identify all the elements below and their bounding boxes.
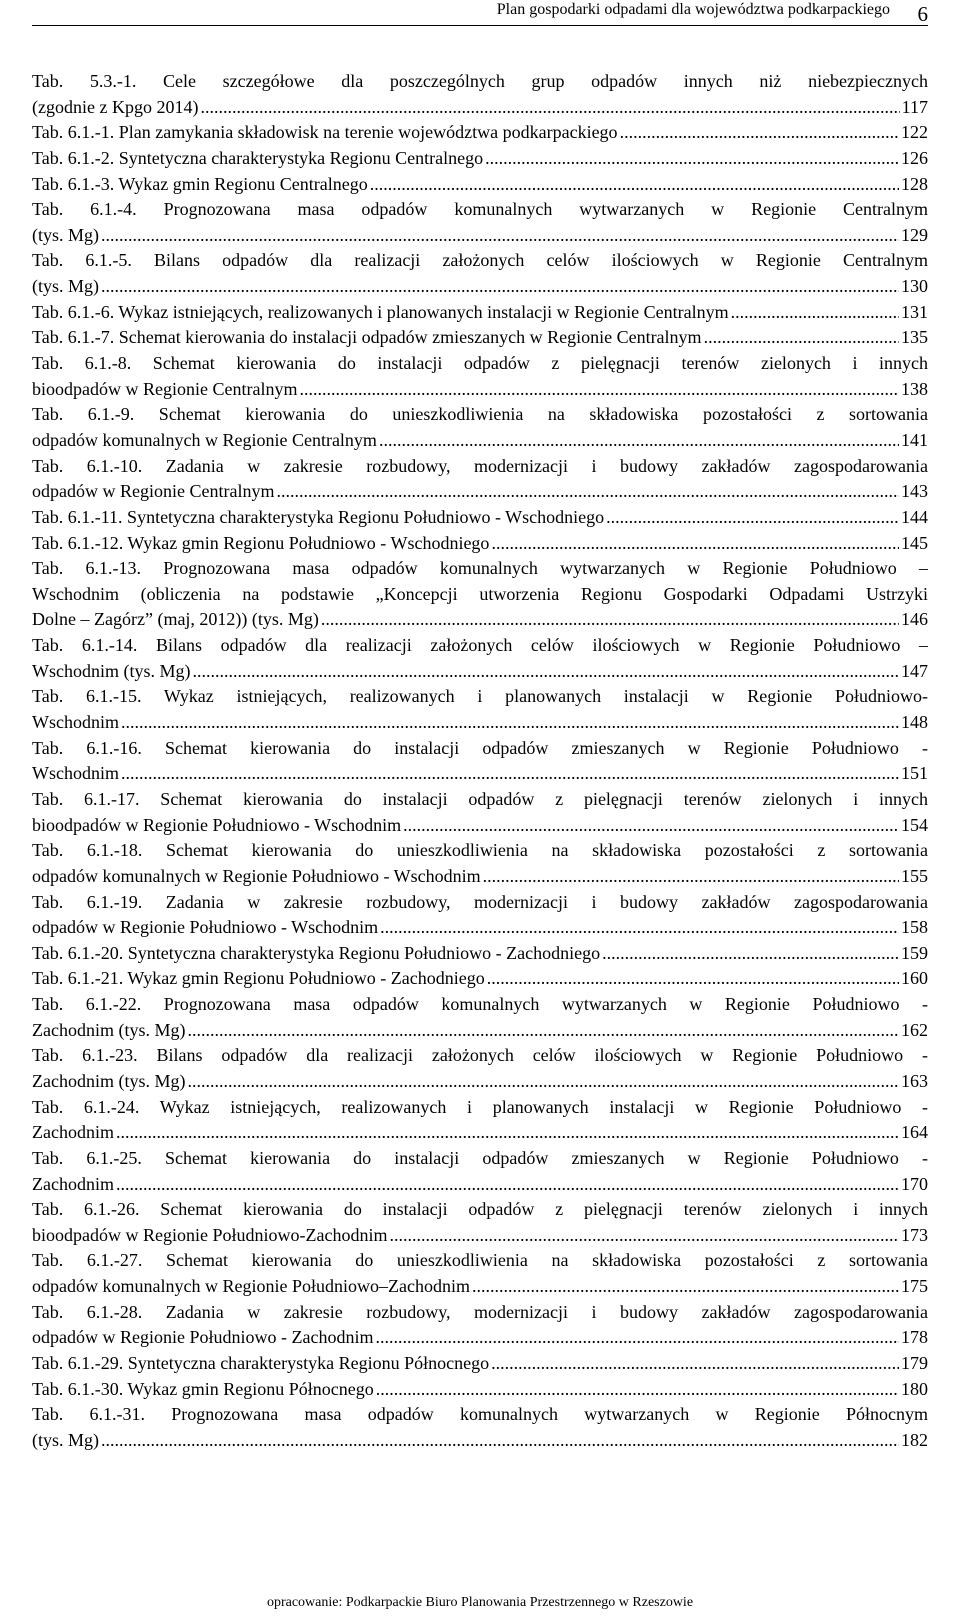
toc-entry-line: Wschodnim (obliczenia na podstawie „Koncepcji utworzenia Regionu Gospodarki Odpadami Ustrzyki — [32, 583, 928, 604]
toc-entry-page: 148 — [901, 712, 928, 733]
toc-entry-page: 126 — [901, 147, 928, 168]
toc-entry-page: 162 — [901, 1019, 928, 1040]
toc-entry-last-line — [32, 505, 928, 531]
toc-entry-last-line — [32, 223, 928, 249]
toc-entry[interactable] — [32, 146, 928, 172]
toc-entry-text: odpadów komunalnych w Regionie Południowo - Wschodnim — [32, 865, 481, 886]
dot-leader — [487, 966, 899, 992]
toc-entry-page: 129 — [901, 224, 928, 245]
toc-entry-last-line — [32, 864, 928, 890]
toc-entry-text: Tab. 6.1.-29. Syntetyczna charakterystyka Regionu Północnego — [32, 1353, 490, 1374]
toc-entry-text: Zachodnim — [32, 1122, 114, 1143]
toc-entry[interactable] — [32, 556, 928, 633]
toc-entry-page: 144 — [901, 506, 928, 527]
toc-entry-last-line — [32, 1172, 928, 1198]
toc-entry-page: 147 — [901, 660, 928, 681]
footer-credit: opracowanie: Podkarpackie Biuro Planowania Przestrzennego w Rzeszowie — [266, 1595, 694, 1610]
toc-entry-line: Tab. 6.1.-31. Prognozowana masa odpadów komunalnych wytwarzanych w Regionie Północnym — [32, 1404, 928, 1425]
page-number: 6 — [917, 2, 928, 26]
toc-entry-line: Tab. 6.1.-14. Bilans odpadów dla realizacji założonych celów ilościowych w Regionie Południowo – — [32, 635, 928, 656]
toc-entry-text: Zachodnim (tys. Mg) — [32, 1019, 186, 1040]
toc-entry-page: 117 — [901, 96, 928, 117]
toc-entry-last-line — [32, 479, 928, 505]
dot-leader — [187, 1069, 899, 1095]
dot-leader — [200, 95, 899, 121]
toc-entry-text: odpadów komunalnych w Regionie Centralnym — [32, 429, 377, 450]
dot-leader — [602, 941, 899, 967]
toc-entry-line: Tab. 6.1.-10. Zadania w zakresie rozbudowy, modernizacji i budowy zakładów zagospodarowania — [32, 455, 928, 476]
toc-entry-text: Tab. 6.1.-3. Wykaz gmin Regionu Centralnego — [32, 173, 368, 194]
toc-entry-last-line — [32, 607, 928, 633]
toc-entry-page: 179 — [901, 1353, 928, 1374]
toc-entry-text: bioodpadów w Regionie Południowo - Wschodnim — [32, 814, 402, 835]
toc-entry[interactable] — [32, 1377, 928, 1403]
toc-entry-page: 141 — [901, 429, 928, 450]
dot-leader — [375, 1325, 899, 1351]
toc-entry-text: Tab. 6.1.-12. Wykaz gmin Regionu Południowo - Wschodniego — [32, 532, 490, 553]
toc-entry-page: 170 — [901, 1173, 928, 1194]
dot-leader — [403, 813, 899, 839]
toc-entry[interactable] — [32, 454, 928, 505]
toc-entry[interactable] — [32, 941, 928, 967]
dot-leader — [491, 1351, 899, 1377]
toc-entry-line: Tab. 6.1.-17. Schemat kierowania do instalacji odpadów z pielęgnacji terenów zielonych i innych — [32, 788, 928, 809]
dot-leader — [187, 1018, 899, 1044]
dot-leader — [276, 479, 899, 505]
toc-entry[interactable] — [32, 351, 928, 402]
toc-entry[interactable] — [32, 1043, 928, 1094]
toc-entry[interactable] — [32, 736, 928, 787]
toc-entry[interactable] — [32, 684, 928, 735]
page-header — [32, 0, 928, 40]
toc-entry-page: 163 — [901, 1070, 928, 1091]
document-title: Plan gospodarki odpadami dla województwa podkarpackiego — [496, 1, 890, 18]
toc-entry-line: Tab. 6.1.-27. Schemat kierowania do unieszkodliwienia na składowiska pozostałości z sortowania — [32, 1250, 928, 1271]
toc-entry[interactable] — [32, 633, 928, 684]
toc-entry-last-line — [32, 1351, 928, 1377]
toc-entry-text: (zgodnie z Kpgo 2014) — [32, 96, 199, 117]
toc-entry[interactable] — [32, 69, 928, 120]
toc-entry-text: odpadów w Regionie Południowo - Zachodnim — [32, 1327, 374, 1348]
toc-entry-last-line — [32, 95, 928, 121]
toc-entry-text: Zachodnim — [32, 1173, 114, 1194]
toc-entry-text: Tab. 6.1.-20. Syntetyczna charakterystyka Regionu Południowo - Zachodniego — [32, 942, 601, 963]
dot-leader — [299, 377, 899, 403]
toc-entry[interactable] — [32, 172, 928, 198]
toc-entry[interactable] — [32, 325, 928, 351]
toc-entry-text: Tab. 6.1.-11. Syntetyczna charakterystyka Regionu Południowo - Wschodniego — [32, 506, 605, 527]
dot-leader — [389, 1223, 899, 1249]
dot-leader — [121, 761, 899, 787]
toc-entry-last-line — [32, 659, 928, 685]
toc-entry[interactable] — [32, 1095, 928, 1146]
toc-entry[interactable] — [32, 1300, 928, 1351]
toc-entry-last-line — [32, 325, 928, 351]
toc-entry-last-line — [32, 915, 928, 941]
toc-entry[interactable] — [32, 505, 928, 531]
toc-entry[interactable] — [32, 1402, 928, 1453]
toc-entry-last-line — [32, 710, 928, 736]
header-divider — [32, 25, 928, 26]
toc-entry-line: Tab. 6.1.-13. Prognozowana masa odpadów komunalnych wytwarzanych w Regionie Południowo – — [32, 558, 928, 579]
toc-entry-page: 143 — [901, 481, 928, 502]
toc-entry-text: Wschodnim — [32, 712, 119, 733]
dot-leader — [116, 1172, 899, 1198]
toc-entry-line: Tab. 6.1.-9. Schemat kierowania do unieszkodliwienia na składowiska pozostałości z sortowania — [32, 404, 928, 425]
toc-entry-page: 146 — [901, 609, 928, 630]
toc-entry-page: 135 — [901, 327, 928, 348]
toc-entry-last-line — [32, 1223, 928, 1249]
toc-entry-last-line — [32, 1018, 928, 1044]
toc-entry-text: Dolne – Zagórz” (maj, 2012)) (tys. Mg) — [32, 609, 319, 630]
toc-entry-page: 145 — [901, 532, 928, 553]
toc-entry[interactable] — [32, 402, 928, 453]
toc-entry-line: Tab. 6.1.-5. Bilans odpadów dla realizacji założonych celów ilościowych w Regionie Centralnym — [32, 250, 928, 271]
page-footer — [0, 1594, 960, 1612]
toc-entry-line: Tab. 6.1.-15. Wykaz istniejących, realizowanych i planowanych instalacji w Regionie Południowo- — [32, 686, 928, 707]
table-of-tables-list — [32, 69, 928, 1454]
toc-entry[interactable] — [32, 531, 928, 557]
toc-entry-last-line — [32, 966, 928, 992]
toc-entry-text: bioodpadów w Regionie Południowo-Zachodnim — [32, 1224, 388, 1245]
dot-leader — [121, 710, 899, 736]
toc-entry-line: Tab. 6.1.-22. Prognozowana masa odpadów komunalnych wytwarzanych w Regionie Południowo - — [32, 994, 928, 1015]
toc-entry-text: Zachodnim (tys. Mg) — [32, 1070, 186, 1091]
toc-entry-last-line — [32, 428, 928, 454]
toc-entry-last-line — [32, 1274, 928, 1300]
dot-leader — [379, 428, 899, 454]
dot-leader — [101, 223, 899, 249]
dot-leader — [101, 274, 899, 300]
toc-entry-page: 122 — [901, 122, 928, 143]
toc-entry-page: 138 — [901, 378, 928, 399]
toc-entry-text: Tab. 6.1.-1. Plan zamykania składowisk na terenie województwa podkarpackiego — [32, 122, 618, 143]
toc-entry-last-line — [32, 146, 928, 172]
toc-entry-page: 182 — [901, 1429, 928, 1450]
toc-entry-page: 154 — [901, 814, 928, 835]
dot-leader — [380, 915, 899, 941]
toc-entry-text: (tys. Mg) — [32, 1429, 99, 1450]
toc-entry-page: 178 — [901, 1327, 928, 1348]
toc-entry-last-line — [32, 274, 928, 300]
toc-entry-last-line — [32, 377, 928, 403]
toc-entry[interactable] — [32, 300, 928, 326]
dot-leader — [731, 300, 899, 326]
dot-leader — [376, 1377, 899, 1403]
toc-entry-last-line — [32, 813, 928, 839]
toc-entry-line: Tab. 6.1.-26. Schemat kierowania do instalacji odpadów z pielęgnacji terenów zielonych i innych — [32, 1199, 928, 1220]
toc-entry-page: 159 — [901, 942, 928, 963]
toc-entry-text: Tab. 6.1.-30. Wykaz gmin Regionu Północnego — [32, 1378, 374, 1399]
toc-entry-line: Tab. 6.1.-16. Schemat kierowania do instalacji odpadów zmieszanych w Regionie Południowo - — [32, 737, 928, 758]
toc-entry-text: odpadów w Regionie Centralnym — [32, 481, 275, 502]
toc-entry-last-line — [32, 1377, 928, 1403]
toc-entry-last-line — [32, 172, 928, 198]
toc-entry-text: Tab. 6.1.-2. Syntetyczna charakterystyka Regionu Centralnego — [32, 147, 484, 168]
toc-entry-last-line — [32, 941, 928, 967]
toc-entry-line: Tab. 6.1.-23. Bilans odpadów dla realizacji założonych celów ilościowych w Regionie Południowo - — [32, 1045, 928, 1066]
dot-leader — [704, 325, 899, 351]
toc-entry-line: Tab. 6.1.-8. Schemat kierowania do instalacji odpadów z pielęgnacji terenów zielonych i innych — [32, 353, 928, 374]
dot-leader — [116, 1120, 899, 1146]
toc-entry-line: Tab. 6.1.-4. Prognozowana masa odpadów komunalnych wytwarzanych w Regionie Centralnym — [32, 199, 928, 220]
toc-entry-last-line — [32, 300, 928, 326]
toc-entry-line: Tab. 6.1.-18. Schemat kierowania do unieszkodliwienia na składowiska pozostałości z sortowania — [32, 840, 928, 861]
toc-entry-last-line — [32, 1069, 928, 1095]
toc-entry-line: Tab. 6.1.-19. Zadania w zakresie rozbudowy, modernizacji i budowy zakładów zagospodarowania — [32, 891, 928, 912]
dot-leader — [491, 531, 899, 557]
toc-entry-last-line — [32, 1120, 928, 1146]
toc-entry-page: 155 — [901, 865, 928, 886]
toc-entry-text: odpadów komunalnych w Regionie Południowo–Zachodnim — [32, 1276, 470, 1297]
toc-entry-page: 128 — [901, 173, 928, 194]
toc-entry-line: Tab. 6.1.-24. Wykaz istniejących, realizowanych i planowanych instalacji w Regionie Południowo - — [32, 1096, 928, 1117]
toc-entry[interactable] — [32, 248, 928, 299]
toc-entry[interactable] — [32, 787, 928, 838]
toc-entry[interactable] — [32, 966, 928, 992]
toc-entry-page: 151 — [901, 763, 928, 784]
dot-leader — [472, 1274, 899, 1300]
toc-entry[interactable] — [32, 1248, 928, 1299]
toc-entry[interactable] — [32, 1146, 928, 1197]
toc-entry-page: 164 — [901, 1122, 928, 1143]
toc-entry-text: (tys. Mg) — [32, 224, 99, 245]
toc-entry[interactable] — [32, 992, 928, 1043]
toc-entry-last-line — [32, 761, 928, 787]
toc-entry-last-line — [32, 1428, 928, 1454]
toc-entry-line: Tab. 6.1.-28. Zadania w zakresie rozbudowy, modernizacji i budowy zakładów zagospodarowania — [32, 1301, 928, 1322]
toc-entry-text: Wschodnim — [32, 763, 119, 784]
dot-leader — [321, 607, 899, 633]
toc-entry-last-line — [32, 531, 928, 557]
toc-entry-line: Tab. 5.3.-1. Cele szczegółowe dla poszczególnych grup odpadów innych niż niebezpiecznych — [32, 71, 928, 91]
toc-entry-page: 175 — [901, 1276, 928, 1297]
toc-entry-text: Tab. 6.1.-21. Wykaz gmin Regionu Południowo - Zachodniego — [32, 968, 485, 989]
toc-entry-line: Tab. 6.1.-25. Schemat kierowania do instalacji odpadów zmieszanych w Regionie Południowo - — [32, 1147, 928, 1168]
toc-entry-page: 131 — [901, 301, 928, 322]
toc-entry-page: 158 — [901, 917, 928, 938]
dot-leader — [101, 1428, 899, 1454]
toc-entry-page: 173 — [901, 1224, 928, 1245]
dot-leader — [606, 505, 899, 531]
dot-leader — [370, 172, 899, 198]
dot-leader — [485, 146, 899, 172]
toc-entry-last-line — [32, 1325, 928, 1351]
toc-entry-text: (tys. Mg) — [32, 276, 99, 297]
toc-entry-text: odpadów w Regionie Południowo - Wschodnim — [32, 917, 379, 938]
toc-entry[interactable] — [32, 1351, 928, 1377]
toc-entry-page: 160 — [901, 968, 928, 989]
dot-leader — [192, 659, 899, 685]
toc-entry[interactable] — [32, 890, 928, 941]
toc-entry-text: Wschodnim (tys. Mg) — [32, 660, 191, 681]
toc-entry-text: bioodpadów w Regionie Centralnym — [32, 378, 298, 399]
dot-leader — [620, 120, 899, 146]
toc-entry[interactable] — [32, 838, 928, 889]
toc-entry[interactable] — [32, 120, 928, 146]
toc-entry-text: Tab. 6.1.-6. Wykaz istniejących, realizowanych i planowanych instalacji w Regionie Centralnym — [32, 301, 729, 322]
toc-entry-page: 130 — [901, 276, 928, 297]
toc-entry-text: Tab. 6.1.-7. Schemat kierowania do instalacji odpadów zmieszanych w Regionie Centralnym — [32, 327, 702, 348]
toc-entry[interactable] — [32, 1197, 928, 1248]
toc-entry-last-line — [32, 120, 928, 146]
dot-leader — [483, 864, 899, 890]
toc-entry[interactable] — [32, 197, 928, 248]
toc-entry-page: 180 — [901, 1378, 928, 1399]
